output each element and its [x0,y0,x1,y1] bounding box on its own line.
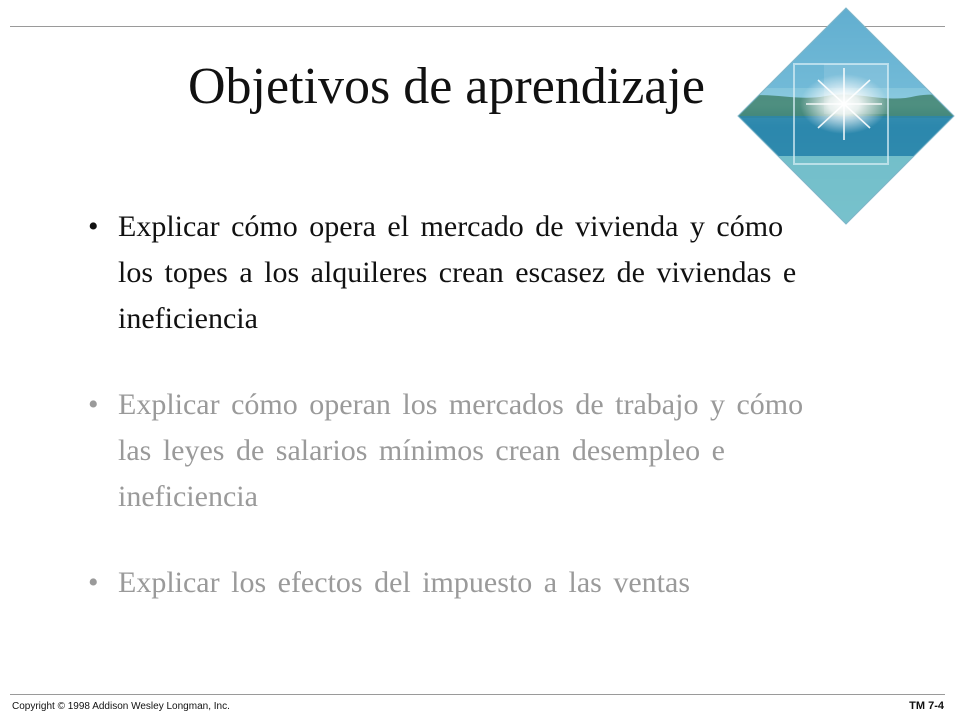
bullet-text: Explicar cómo opera el mercado de vivienda y cómo los topes a los alquileres crean escasez de viviendas e ineficiencia [118,210,797,335]
bullet-text: Explicar cómo operan los mercados de trabajo y cómo las leyes de salarios mínimos crean desempleo e ineficiencia [118,388,804,513]
bullet-dot: • [88,388,99,421]
bullet-dot: • [88,210,99,243]
bottom-rule [10,694,945,695]
bullet-dot: • [88,566,99,599]
slide-title: Objetivos de aprendizaje [188,58,705,115]
bullet-text: Explicar los efectos del impuesto a las ventas [118,566,690,599]
diamond-beach-photo-icon [736,6,956,226]
slide-number: TM 7-4 [909,700,944,712]
copyright-notice: Copyright © 1998 Addison Wesley Longman, Inc. [12,701,230,712]
